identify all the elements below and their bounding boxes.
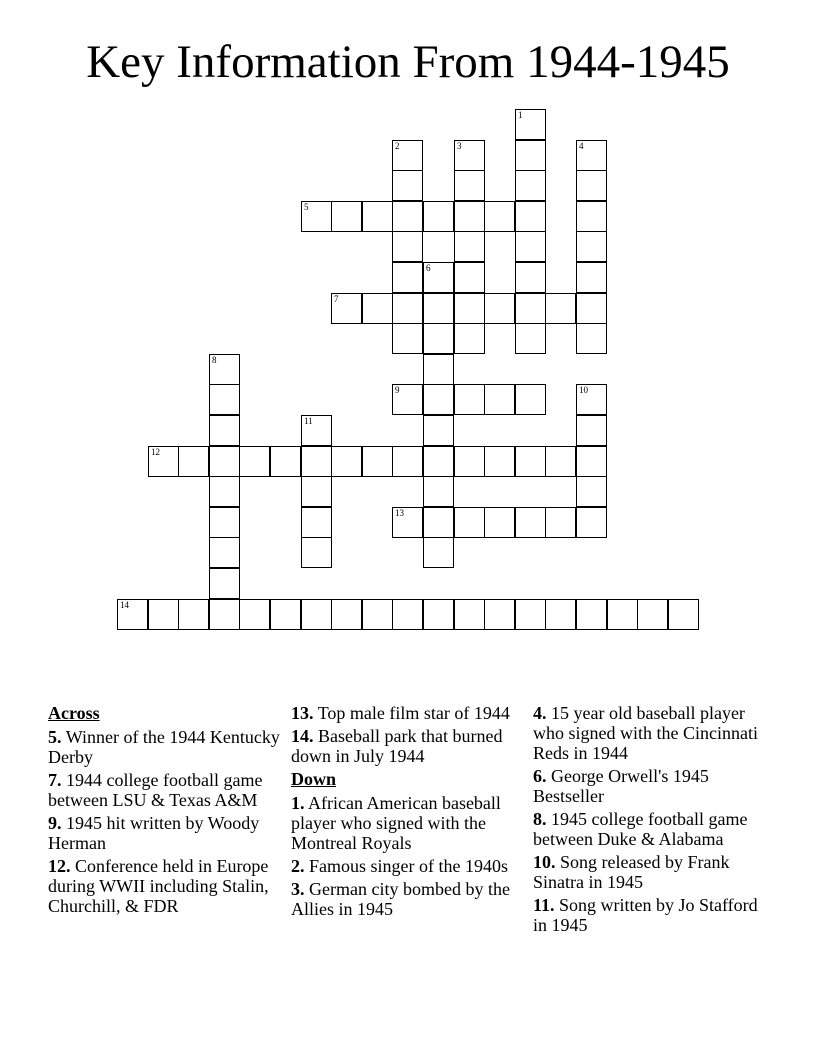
grid-cell[interactable] — [515, 170, 546, 201]
grid-cell[interactable] — [576, 201, 607, 232]
grid-cell[interactable] — [209, 446, 240, 477]
clue-text: Winner of the 1944 Kentucky Derby — [48, 727, 280, 767]
grid-cell[interactable] — [209, 599, 240, 630]
clue-text: German city bombed by the Allies in 1945 — [291, 879, 510, 919]
grid-cell[interactable] — [392, 323, 423, 354]
clue-across-7: 7. 1944 college football game between LSU & Texas A&M — [48, 770, 263, 810]
grid-cell[interactable] — [392, 201, 423, 232]
clues-column-3 — [533, 703, 773, 938]
grid-cell[interactable] — [454, 231, 485, 262]
clue-number: 11 — [533, 895, 551, 915]
clue-text: African American baseball player who signed with the Montreal Royals — [291, 793, 501, 853]
cell-number: 6 — [426, 263, 431, 273]
grid-cell[interactable] — [515, 599, 546, 630]
grid-cell[interactable] — [392, 446, 423, 477]
grid-cell[interactable] — [423, 415, 454, 446]
grid-cell[interactable] — [454, 384, 485, 415]
grid-cell[interactable] — [515, 507, 546, 538]
grid-cell[interactable] — [637, 599, 668, 630]
grid-cell[interactable] — [515, 140, 546, 171]
clue-text: Song released by Frank Sinatra in 1945 — [533, 852, 730, 892]
cell-number: 11 — [304, 416, 313, 426]
grid-cell[interactable] — [270, 446, 301, 477]
clue-down-8: 8. 1945 college football game between Duke & Alabama — [533, 809, 748, 849]
grid-cell[interactable] — [423, 201, 454, 232]
grid-cell[interactable] — [515, 446, 546, 477]
grid-cell[interactable] — [117, 599, 148, 630]
grid-cell[interactable] — [423, 476, 454, 507]
grid-cell[interactable] — [423, 599, 454, 630]
clue-down-6: 6. George Orwell's 1945 Bestseller — [533, 766, 709, 806]
clue-number: 9 — [48, 813, 57, 833]
across-heading: Across — [48, 703, 100, 723]
grid-cell[interactable] — [423, 323, 454, 354]
grid-cell[interactable] — [392, 231, 423, 262]
grid-cell[interactable] — [209, 384, 240, 415]
clue-down-11: 11. Song written by Jo Stafford in 1945 — [533, 895, 758, 935]
clue-text: Conference held in Europe during WWII including Stalin, Churchill, & FDR — [48, 856, 269, 916]
grid-cell[interactable] — [301, 415, 332, 446]
clue-number: 6 — [533, 766, 542, 786]
clue-text: 1945 college football game between Duke & Alabama — [533, 809, 748, 849]
grid-cell[interactable] — [423, 262, 454, 293]
clue-across-5: 5. Winner of the 1944 Kentucky Derby — [48, 727, 280, 767]
grid-cell[interactable] — [331, 599, 362, 630]
grid-cell[interactable] — [576, 170, 607, 201]
grid-cell[interactable] — [178, 599, 209, 630]
clue-text: Famous singer of the 1940s — [309, 856, 508, 876]
cell-number: 10 — [579, 385, 588, 395]
grid-cell[interactable] — [576, 599, 607, 630]
grid-cell[interactable] — [423, 293, 454, 324]
grid-cell[interactable] — [392, 262, 423, 293]
grid-cell[interactable] — [515, 384, 546, 415]
clue-number: 7 — [48, 770, 57, 790]
grid-cell[interactable] — [423, 384, 454, 415]
grid-cell[interactable] — [301, 201, 332, 232]
clue-text: 1945 hit written by Woody Herman — [48, 813, 260, 853]
grid-cell[interactable] — [392, 140, 423, 171]
grid-cell[interactable] — [423, 446, 454, 477]
grid-cell[interactable] — [454, 599, 485, 630]
grid-cell[interactable] — [454, 507, 485, 538]
grid-cell[interactable] — [209, 476, 240, 507]
cell-number: 14 — [120, 600, 129, 610]
clue-across-13: 13. Top male film star of 1944 — [291, 703, 510, 723]
grid-cell[interactable] — [454, 446, 485, 477]
grid-cell[interactable] — [301, 507, 332, 538]
clue-number: 13 — [291, 703, 309, 723]
clue-number: 1 — [291, 793, 300, 813]
grid-cell[interactable] — [607, 599, 638, 630]
grid-cell[interactable] — [362, 599, 393, 630]
grid-cell[interactable] — [454, 293, 485, 324]
grid-cell[interactable] — [209, 354, 240, 385]
grid-cell[interactable] — [301, 537, 332, 568]
grid-cell[interactable] — [454, 262, 485, 293]
grid-cell[interactable] — [576, 446, 607, 477]
cell-number: 9 — [395, 385, 400, 395]
grid-cell[interactable] — [545, 507, 576, 538]
cell-number: 7 — [334, 294, 339, 304]
clue-number: 8 — [533, 809, 542, 829]
grid-cell[interactable] — [270, 599, 301, 630]
grid-cell[interactable] — [209, 415, 240, 446]
clue-down-1: 1. African American baseball player who signed with the Montreal Royals — [291, 793, 501, 853]
grid-cell[interactable] — [362, 446, 393, 477]
cell-number: 1 — [518, 110, 523, 120]
clue-number: 14 — [291, 726, 309, 746]
clue-text: Baseball park that burned down in July 1944 — [291, 726, 503, 766]
clue-down-2: 2. Famous singer of the 1940s — [291, 856, 508, 876]
cell-number: 12 — [151, 447, 160, 457]
grid-cell[interactable] — [392, 384, 423, 415]
grid-cell[interactable] — [454, 140, 485, 171]
cell-number: 5 — [304, 202, 309, 212]
grid-cell[interactable] — [454, 170, 485, 201]
grid-cell[interactable] — [148, 599, 179, 630]
grid-cell[interactable] — [484, 293, 515, 324]
grid-cell[interactable] — [576, 262, 607, 293]
clue-text: 15 year old baseball player who signed with the Cincinnati Reds in 1944 — [533, 703, 758, 763]
grid-cell[interactable] — [545, 446, 576, 477]
grid-cell[interactable] — [362, 201, 393, 232]
grid-cell[interactable] — [178, 446, 209, 477]
grid-cell[interactable] — [484, 384, 515, 415]
grid-cell[interactable] — [545, 293, 576, 324]
grid-cell[interactable] — [668, 599, 699, 630]
cell-number: 8 — [212, 355, 217, 365]
clue-number: 10 — [533, 852, 551, 872]
grid-cell[interactable] — [392, 599, 423, 630]
clue-down-10: 10. Song released by Frank Sinatra in 1945 — [533, 852, 730, 892]
down-heading: Down — [291, 769, 337, 789]
grid-cell[interactable] — [331, 446, 362, 477]
grid-cell[interactable] — [392, 293, 423, 324]
grid-cell[interactable] — [301, 446, 332, 477]
grid-cell[interactable] — [545, 599, 576, 630]
cell-number: 3 — [457, 141, 462, 151]
clue-number: 12 — [48, 856, 66, 876]
grid-cell[interactable] — [484, 507, 515, 538]
grid-cell[interactable] — [576, 231, 607, 262]
grid-cell[interactable] — [148, 446, 179, 477]
grid-cell[interactable] — [515, 293, 546, 324]
clue-text: George Orwell's 1945 Bestseller — [533, 766, 709, 806]
grid-cell[interactable] — [576, 507, 607, 538]
cell-number: 4 — [579, 141, 584, 151]
grid-cell[interactable] — [209, 507, 240, 538]
clue-text: Top male film star of 1944 — [317, 703, 510, 723]
clue-across-9: 9. 1945 hit written by Woody Herman — [48, 813, 260, 853]
grid-cell[interactable] — [423, 354, 454, 385]
grid-cell[interactable] — [484, 446, 515, 477]
grid-cell[interactable] — [239, 599, 270, 630]
grid-cell[interactable] — [515, 262, 546, 293]
grid-cell[interactable] — [484, 201, 515, 232]
grid-cell[interactable] — [392, 507, 423, 538]
clue-number: 4 — [533, 703, 542, 723]
grid-cell[interactable] — [423, 507, 454, 538]
clue-across-12: 12. Conference held in Europe during WWII including Stalin, Churchill, & FDR — [48, 856, 269, 916]
clue-number: 2 — [291, 856, 300, 876]
grid-cell[interactable] — [423, 537, 454, 568]
grid-cell[interactable] — [331, 201, 362, 232]
grid-cell[interactable] — [515, 201, 546, 232]
page-title: Key Information From 1944-1945 — [86, 36, 730, 88]
grid-cell[interactable] — [301, 476, 332, 507]
clue-down-4: 4. 15 year old baseball player who signed with the Cincinnati Reds in 1944 — [533, 703, 758, 763]
grid-cell[interactable] — [515, 323, 546, 354]
grid-cell[interactable] — [209, 568, 240, 599]
grid-cell[interactable] — [362, 293, 393, 324]
grid-cell[interactable] — [331, 293, 362, 324]
cell-number: 13 — [395, 508, 404, 518]
clues-column-1 — [48, 703, 283, 919]
clues-column-2 — [291, 703, 523, 922]
clue-text: Song written by Jo Stafford in 1945 — [533, 895, 758, 935]
clue-number: 5 — [48, 727, 57, 747]
grid-cell[interactable] — [454, 201, 485, 232]
grid-cell[interactable] — [515, 231, 546, 262]
grid-cell[interactable] — [576, 293, 607, 324]
grid-cell[interactable] — [576, 384, 607, 415]
grid-cell[interactable] — [576, 415, 607, 446]
grid-cell[interactable] — [454, 323, 485, 354]
grid-cell[interactable] — [515, 109, 546, 140]
grid-cell[interactable] — [576, 323, 607, 354]
clue-number: 3 — [291, 879, 300, 899]
grid-cell[interactable] — [576, 476, 607, 507]
grid-cell[interactable] — [576, 140, 607, 171]
cell-number: 2 — [395, 141, 400, 151]
grid-cell[interactable] — [239, 446, 270, 477]
clue-text: 1944 college football game between LSU & Texas A&M — [48, 770, 263, 810]
grid-cell[interactable] — [301, 599, 332, 630]
grid-cell[interactable] — [484, 599, 515, 630]
grid-cell[interactable] — [209, 537, 240, 568]
clue-across-14: 14. Baseball park that burned down in July 1944 — [291, 726, 503, 766]
clue-down-3: 3. German city bombed by the Allies in 1945 — [291, 879, 510, 919]
grid-cell[interactable] — [392, 170, 423, 201]
